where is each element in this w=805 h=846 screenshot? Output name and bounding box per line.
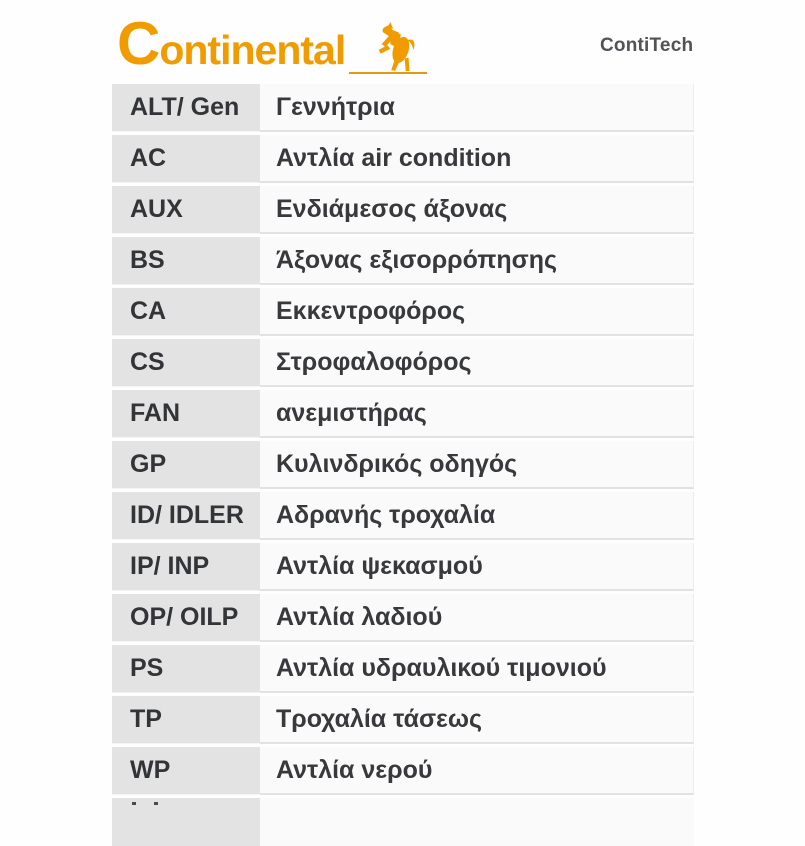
description-cell: Άξονας εξισορρόπησης [260,237,694,285]
legend-row [112,135,694,183]
description-cell: Αντλία υδραυλικού τιμονιού [260,645,694,693]
legend-row [112,594,694,642]
horse-underline [349,20,427,74]
continental-logo [117,10,427,79]
description-cell: Αντλία νερού [260,747,694,795]
description-cell: Κυλινδρικός οδηγός [260,441,694,489]
description-cell: Αδρανής τροχαλία [260,492,694,540]
contitech-logo: ContiTech [600,35,694,56]
legend-row-partial [112,798,694,846]
abbreviation-cell: AUX [112,186,260,234]
continental-wordmark: Continental [117,10,346,77]
abbreviation-cell: OP/ OILP [112,594,260,642]
legend-row [112,441,694,489]
abbreviation-cell-clipped [112,798,260,846]
legend-row [112,288,694,336]
legend-row [112,237,694,285]
description-cell: Ενδιάμεσος άξονας [260,186,694,234]
abbreviation-cell: BS [112,237,260,285]
description-cell-clipped [260,798,694,846]
abbreviation-cell: IP/ INP [112,543,260,591]
description-cell: Γεννήτρια [260,84,694,132]
legend-row [112,492,694,540]
legend-row [112,186,694,234]
legend-row [112,84,694,132]
description-cell: ανεμιστήρας [260,390,694,438]
description-cell: Αντλία ψεκασμού [260,543,694,591]
abbreviation-cell: GP [112,441,260,489]
legend-row [112,543,694,591]
description-cell: Αντλία air condition [260,135,694,183]
abbreviation-cell: WP [112,747,260,795]
abbreviation-cell: CS [112,339,260,387]
description-cell: Στροφαλοφόρος [260,339,694,387]
abbreviation-cell: AC [112,135,260,183]
abbreviation-cell: ALT/ Gen [112,84,260,132]
legend-row [112,747,694,795]
legend-row [112,645,694,693]
description-cell: Τροχαλία τάσεως [260,696,694,744]
abbreviation-cell: ID/ IDLER [112,492,260,540]
abbreviation-cell: PS [112,645,260,693]
rearing-horse-icon [375,22,419,72]
legend-row [112,339,694,387]
abbreviation-cell: TP [112,696,260,744]
description-cell: Αντλία λαδιού [260,594,694,642]
legend-row [112,390,694,438]
description-cell: Εκκεντροφόρος [260,288,694,336]
abbreviation-cell: CA [112,288,260,336]
legend-table [112,84,694,798]
legend-row [112,696,694,744]
abbreviation-cell: FAN [112,390,260,438]
